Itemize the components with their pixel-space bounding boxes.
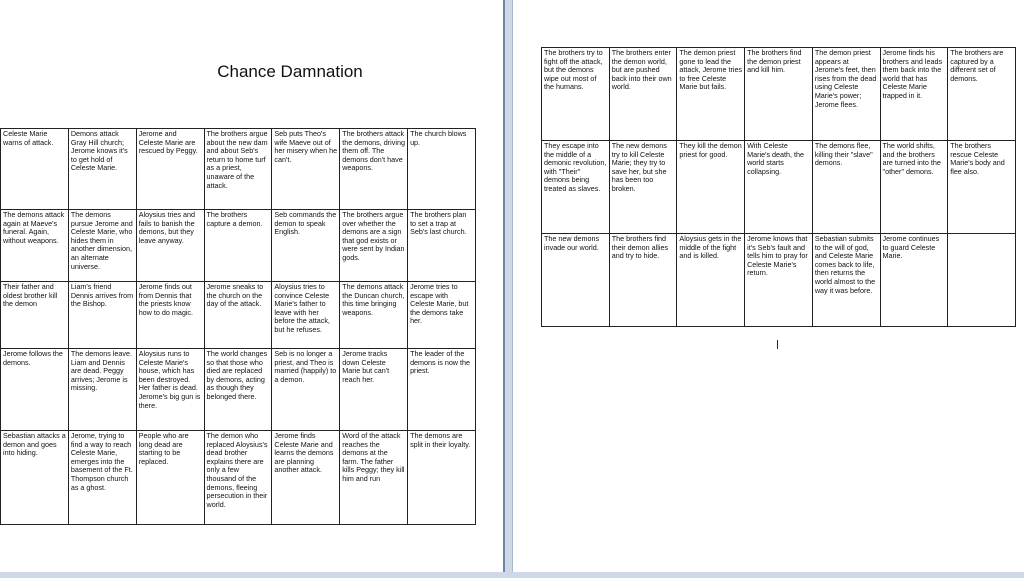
document-page-left — [0, 0, 503, 578]
table-row — [1, 129, 476, 210]
table-cell[interactable] — [948, 234, 1016, 327]
page-bottom-edge — [0, 572, 1024, 578]
page-separator — [503, 0, 513, 578]
table-cell[interactable]: The demons leave. Liam and Dennis are dead. Peggy arrives; Jerome is missing. — [68, 349, 136, 431]
table-cell[interactable]: The leader of the demons is now the priest. — [408, 349, 476, 431]
table-cell[interactable]: The world changes so that those who died are replaced by demons, acting as though they belonged there. — [204, 349, 272, 431]
table-row — [1, 349, 476, 431]
table-row — [542, 234, 1016, 327]
table-cell[interactable]: Sebastian submits to the will of god, and Celeste Marie comes back to life, then returns the world almost to the way it was before. — [812, 234, 880, 327]
table-cell[interactable]: The brothers find their demon allies and try to hide. — [609, 234, 677, 327]
table-cell[interactable]: The brothers plan to set a trap at Seb's last church. — [408, 210, 476, 282]
table-cell[interactable]: Aloysius tries and fails to banish the demons, but they leave anyway. — [136, 210, 204, 282]
table-cell[interactable]: The demons flee, killing their "slave" demons. — [812, 141, 880, 234]
table-cell[interactable]: The brothers argue about the new dam and about Seb's return to home turf as a priest, unaware of the attack. — [204, 129, 272, 210]
table-row — [1, 431, 476, 525]
table-cell[interactable]: Jerome follows the demons. — [1, 349, 69, 431]
outline-table-left — [0, 128, 476, 525]
table-cell[interactable]: Jerome finds out from Dennis that the priests know how to do magic. — [136, 282, 204, 349]
document-title: Chance Damnation — [217, 62, 363, 81]
table-cell[interactable]: Seb puts Theo's wife Maeve out of her misery when he can't. — [272, 129, 340, 210]
table-cell[interactable]: Seb is no longer a priest, and Theo is married (happily) to a demon. — [272, 349, 340, 431]
table-cell[interactable]: The brothers attack the demons, driving them off. The demons don't have weapons. — [340, 129, 408, 210]
table-cell[interactable]: The demons pursue Jerome and Celeste Marie, who hides them in another dimension, an alternate universe. — [68, 210, 136, 282]
table-cell[interactable]: Word of the attack reaches the demons at the farm. The father kills Peggy; they kill him and run — [340, 431, 408, 525]
table-cell[interactable]: They escape into the middle of a demonic revolution, with "Their" demons being treated as slaves. — [542, 141, 610, 234]
table-cell[interactable]: The new demons invade our world. — [542, 234, 610, 327]
table-cell[interactable]: People who are long dead are starting to be replaced. — [136, 431, 204, 525]
table-cell[interactable]: Jerome and Celeste Marie are rescued by Peggy. — [136, 129, 204, 210]
table-row — [1, 282, 476, 349]
table-cell[interactable]: The church blows up. — [408, 129, 476, 210]
table-cell[interactable]: Jerome tries to escape with Celeste Marie, but the demons take her. — [408, 282, 476, 349]
table-cell[interactable]: Aloysius tries to convince Celeste Marie's father to leave with her before the attack, but he refuses. — [272, 282, 340, 349]
table-cell[interactable]: Jerome tracks down Celeste Marie but can't reach her. — [340, 349, 408, 431]
table-cell[interactable]: The brothers capture a demon. — [204, 210, 272, 282]
table-cell[interactable]: Liam's friend Dennis arrives from the Bishop. — [68, 282, 136, 349]
table-cell[interactable]: Jerome, trying to find a way to reach Celeste Marie, emerges into the basement of the Ft. Thompson church as a ghost. — [68, 431, 136, 525]
table-cell[interactable]: Aloysius gets in the middle of the fight and is killed. — [677, 234, 745, 327]
document-page-right — [513, 0, 1024, 578]
table-cell[interactable]: The brothers rescue Celeste Marie's body and flee also. — [948, 141, 1016, 234]
outline-table-right — [541, 47, 1016, 327]
table-cell[interactable]: Jerome finds Celeste Marie and learns the demons are planning another attack. — [272, 431, 340, 525]
table-cell[interactable]: Demons attack Gray Hill church; Jerome knows it's to get hold of Celeste Marie. — [68, 129, 136, 210]
table-cell[interactable]: The world shifts, and the brothers are turned into the "other" demons. — [880, 141, 948, 234]
table-cell[interactable]: Jerome knows that it's Seb's fault and tells him to pray for Celeste Marie's return. — [745, 234, 813, 327]
table-cell[interactable]: Aloysius runs to Celeste Marie's house, which has been destroyed. Her father is dead. Jerome's big gun is there. — [136, 349, 204, 431]
table-row — [542, 141, 1016, 234]
table-cell[interactable]: The demon priest gone to lead the attack, Jerome tries to free Celeste Marie but fails. — [677, 48, 745, 141]
table-row — [1, 210, 476, 282]
table-cell[interactable]: Celeste Marie warns of attack. — [1, 129, 69, 210]
table-cell[interactable]: The brothers are captured by a different set of demons. — [948, 48, 1016, 141]
table-cell[interactable]: The brothers try to fight off the attack, but the demons wipe out most of the humans. — [542, 48, 610, 141]
table-cell[interactable]: The new demons try to kill Celeste Marie; they try to save her, but she has been too broken. — [609, 141, 677, 234]
table-cell[interactable]: The demons are split in their loyalty. — [408, 431, 476, 525]
table-cell[interactable]: They kill the demon priest for good. — [677, 141, 745, 234]
table-cell[interactable]: The brothers argue over whether the demons are a sign that god exists or were sent by Indian gods. — [340, 210, 408, 282]
table-cell[interactable]: Jerome continues to guard Celeste Marie. — [880, 234, 948, 327]
table-cell[interactable]: Their father and oldest brother kill the demon — [1, 282, 69, 349]
table-cell[interactable]: With Celeste Marie's death, the world starts collapsing. — [745, 141, 813, 234]
table-cell[interactable]: The demon who replaced Aloysius's dead brother explains there are only a few thousand of the demons, fleeing persecution in their world. — [204, 431, 272, 525]
text-cursor — [777, 340, 778, 349]
table-cell[interactable]: The demons attack again at Maeve's funeral. Again, without weapons. — [1, 210, 69, 282]
table-cell[interactable]: Jerome sneaks to the church on the day of the attack. — [204, 282, 272, 349]
table-cell[interactable]: Sebastian attacks a demon and goes into hiding. — [1, 431, 69, 525]
table-cell[interactable]: The brothers enter the demon world, but are pushed back into their own world. — [609, 48, 677, 141]
table-cell[interactable]: The brothers find the demon priest and kill him. — [745, 48, 813, 141]
table-row — [542, 48, 1016, 141]
table-cell[interactable]: The demon priest appears at Jerome's feet, then rises from the dead using Celeste Marie's power; Jerome flees. — [812, 48, 880, 141]
table-cell[interactable]: The demons attack the Duncan church, this time bringing weapons. — [340, 282, 408, 349]
table-cell[interactable]: Seb commands the demon to speak English. — [272, 210, 340, 282]
table-cell[interactable]: Jerome finds his brothers and leads them back into the world that has Celeste Marie trapped in it. — [880, 48, 948, 141]
